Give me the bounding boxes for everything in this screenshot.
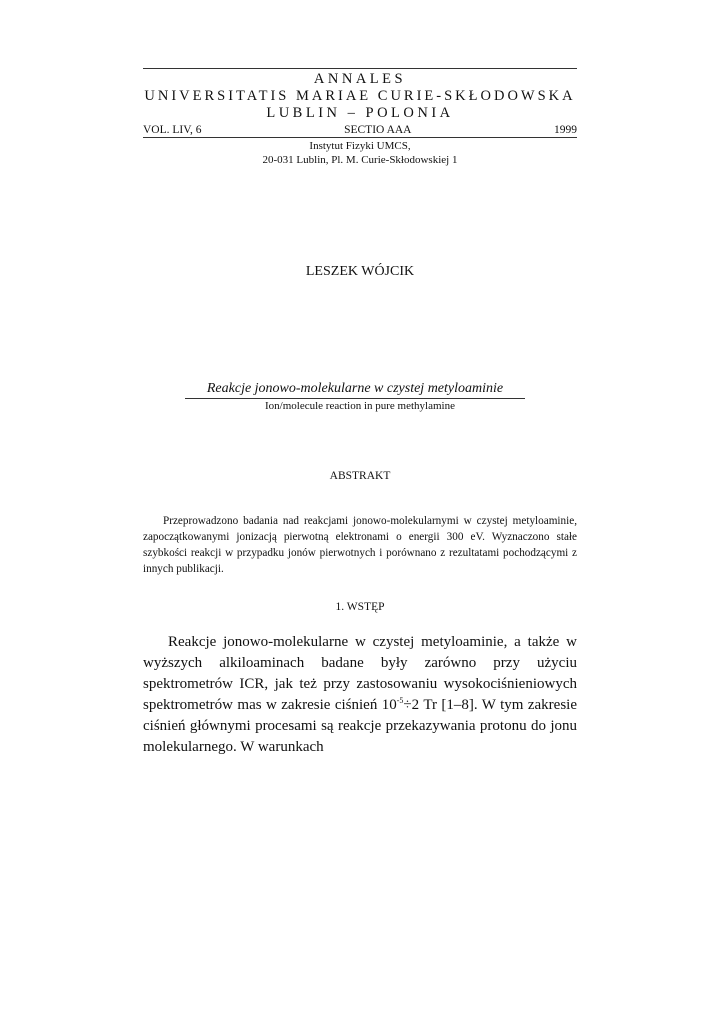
author-name: LESZEK WÓJCIK — [305, 264, 415, 279]
volume-number: VOL. LIV, 6 — [143, 124, 202, 136]
institution-address: 20-031 Lublin, Pl. M. Curie-Skłodowskiej 1 — [262, 154, 458, 166]
journal-name-line3: LUBLIN – POLONIA — [266, 105, 454, 121]
paper-title-english: Ion/molecule reaction in pure methylamine — [265, 400, 455, 412]
sectio-label: SECTIO AAA — [344, 124, 412, 136]
paragraph-text-start: Reakcje jonowo-molekularne w czystej metyloaminie, a także w wyższych alkiloaminach badane były zarówno przy użyciu spektrometrów ICR, jak też przy zastosowaniu wysokociśnieniowych spektrometrów mas w zakresie ciśnień 10 — [143, 634, 577, 713]
header-bottom-rule — [143, 137, 577, 138]
abstract-text: Przeprowadzono badania nad reakcjami jonowo-molekularnymi w czystej metyloaminie, zapoczątkowanymi jonizacją pierwotną elektronami o energii 300 eV. Wyznaczono stałe szybkości reakcji w przypadku jonów pierwotnych i porównano z rezultatami pochodzącymi z innych publikacji. — [143, 515, 577, 575]
journal-name-line1: ANNALES — [313, 71, 407, 87]
publication-year: 1999 — [554, 124, 577, 136]
paper-page — [143, 0, 577, 755]
journal-name-line2: UNIVERSITATIS MARIAE CURIE-SKŁODOWSKA — [144, 88, 576, 104]
exponent: -5 — [396, 696, 404, 705]
paragraph-text-end: ÷2 Tr [1–8]. W tym zakresie ciśnień głównymi procesami są reakcje przekazywania protonu do jonu molekularnego. W warunkach — [143, 697, 577, 755]
introduction-paragraph — [143, 632, 577, 758]
paper-title-polish: Reakcje jonowo-molekularne w czystej metyloaminie — [185, 380, 525, 399]
volume-row — [143, 123, 577, 137]
section-heading-introduction: 1. WSTĘP — [335, 601, 385, 613]
header-top-rule — [143, 68, 577, 69]
abstract-heading: ABSTRAKT — [329, 470, 391, 482]
institution-name: Instytut Fizyki UMCS, — [309, 140, 411, 152]
